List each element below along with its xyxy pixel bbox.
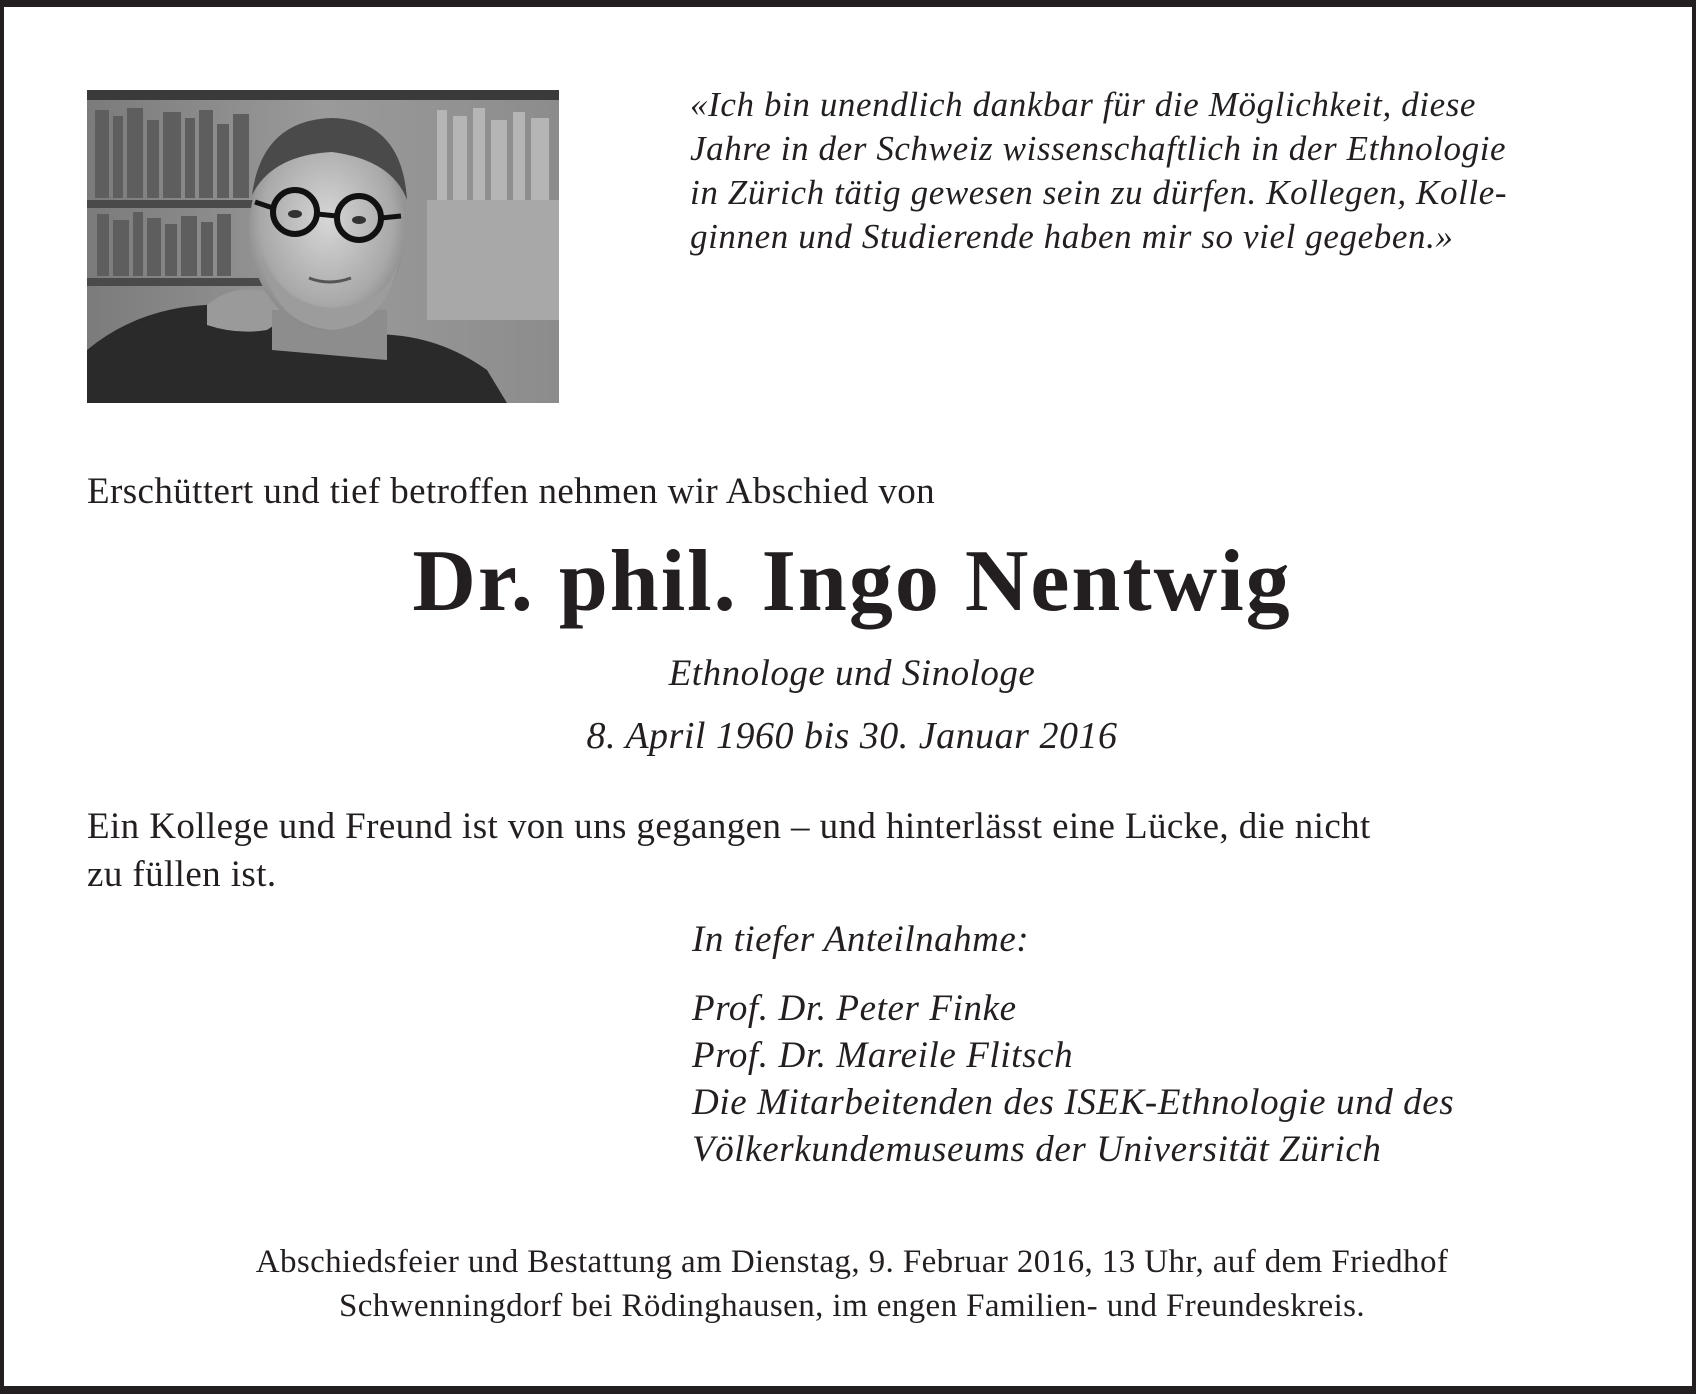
condolence-heading: In tiefer Anteilnahme:: [692, 919, 1030, 960]
mourner-item: Die Mitarbeitenden des ISEK-Ethnologie und des: [692, 1082, 1455, 1123]
quote-text: «Ich bin unendlich dankbar für die Möglichkeit, diese Jahre in der Schweiz wissenschaftlich in der Ethnologie in Zürich tätig gewesen sein zu dürfen. Kollegen, Kolle- ginnen und Studierende haben mir so viel gegeben.»: [690, 85, 1508, 256]
mourners-list: [692, 985, 1652, 1173]
intro-line: Erschüttert und tief betroffen nehmen wir Abschied von: [87, 471, 936, 512]
profession: Ethnologe und Sinologe: [668, 653, 1036, 694]
mourner-item: Prof. Dr. Peter Finke: [692, 988, 1017, 1029]
life-dates: 8. April 1960 bis 30. Januar 2016: [586, 715, 1118, 757]
deceased-name: Dr. phil. Ingo Nentwig: [412, 533, 1292, 630]
portrait-photo-icon: [87, 90, 559, 403]
tribute-text: Ein Kollege und Freund ist von uns gegangen – und hinterlässt eine Lücke, die nicht zu füllen ist.: [87, 806, 1371, 895]
mourner-item: Völkerkundemuseums der Universität Zürich: [692, 1129, 1382, 1170]
funeral-details: Abschiedsfeier und Bestattung am Dienstag, 9. Februar 2016, 13 Uhr, auf dem Friedhof Schwenningdorf bei Rödinghausen, im engen Familien- und Freundeskreis.: [255, 1244, 1449, 1324]
mourner-item: Prof. Dr. Mareile Flitsch: [692, 1035, 1074, 1076]
